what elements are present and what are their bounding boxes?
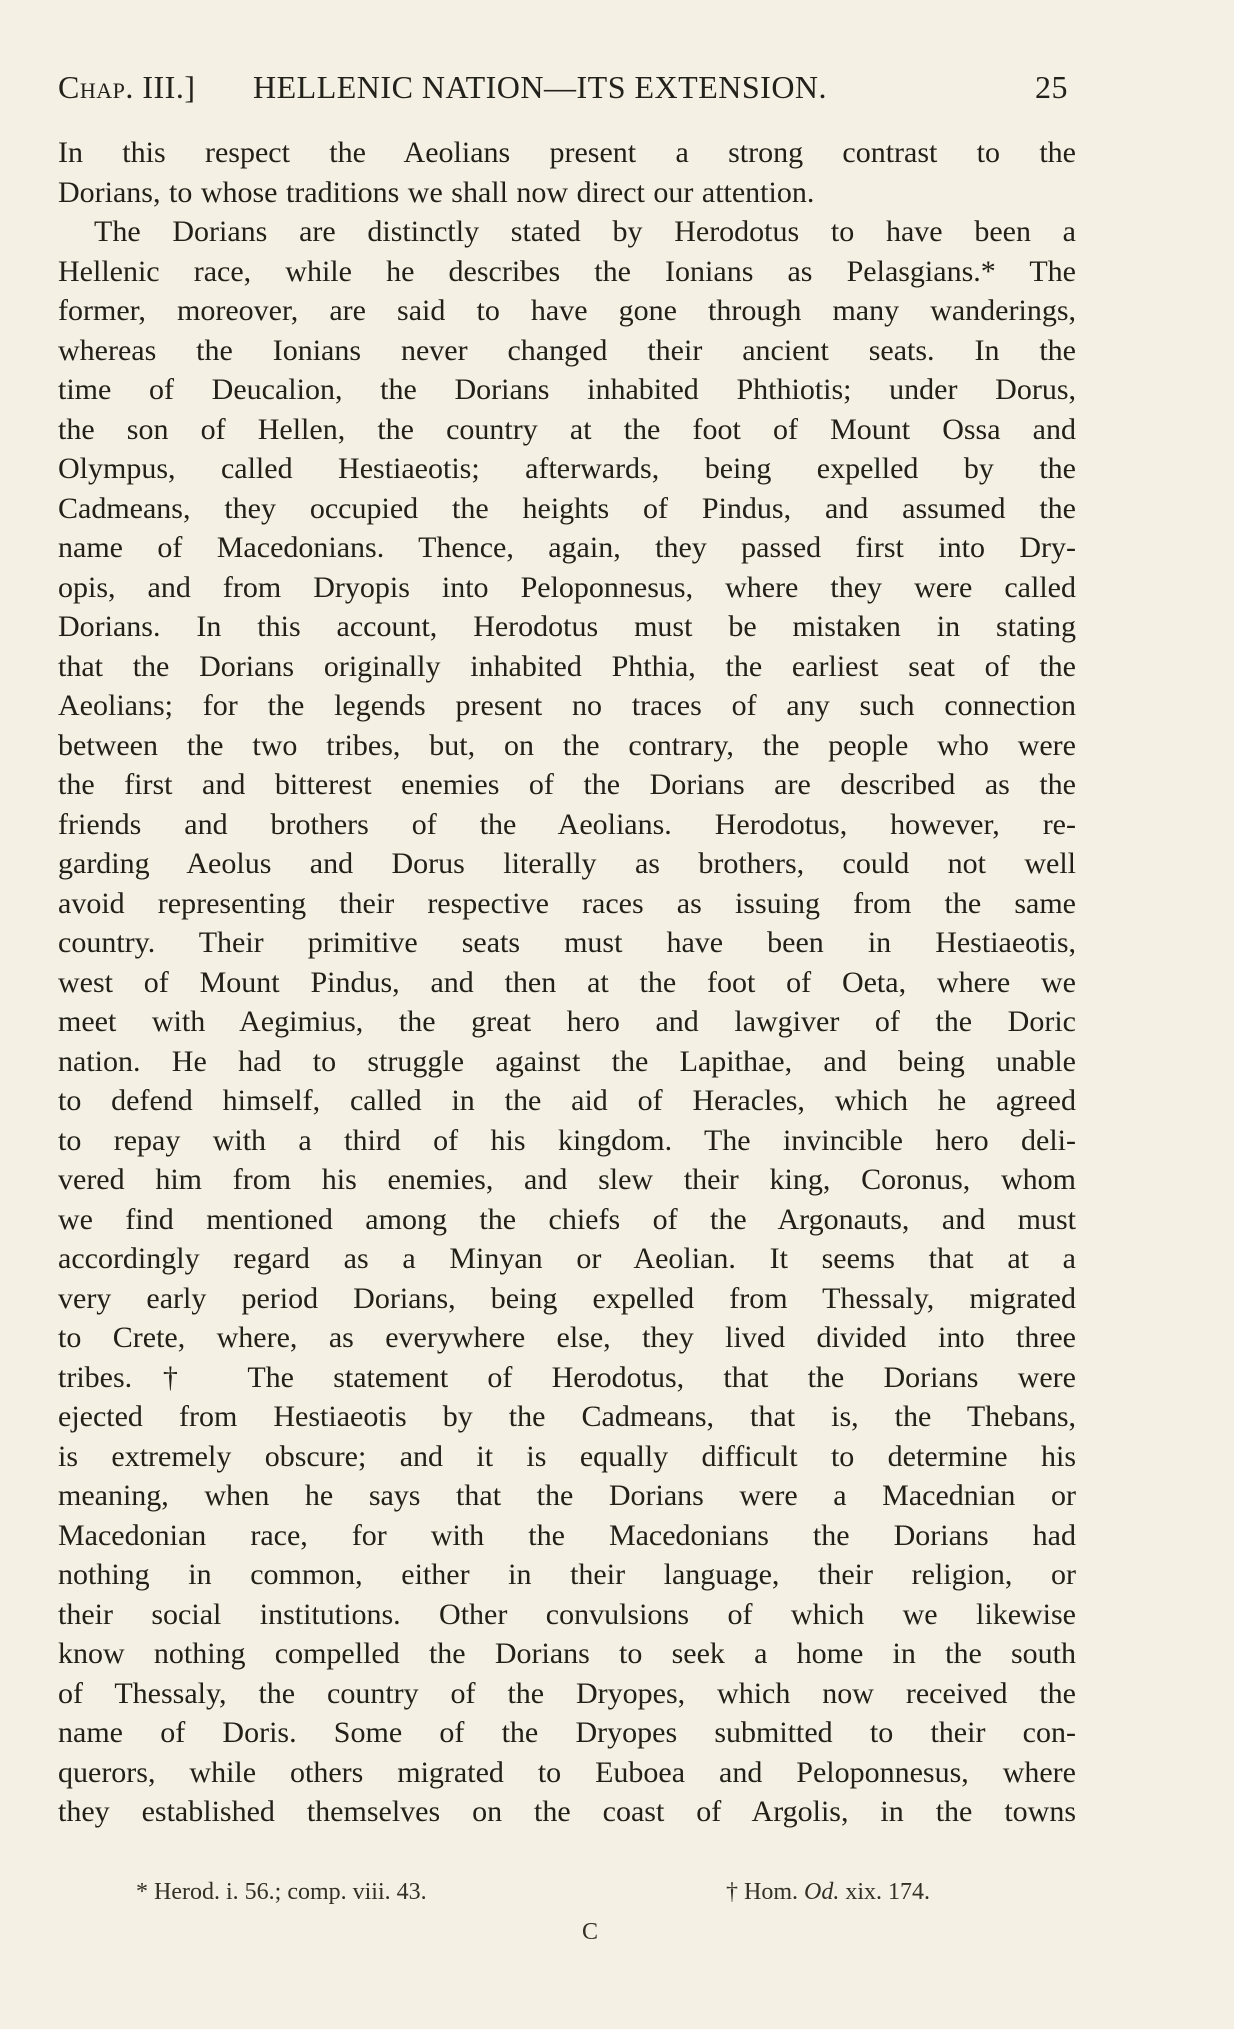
text-line: tribes.† The statement of Herodotus, that the Dorians were [58, 1360, 1076, 1394]
text-line: former, moreover, are said to have gone through many wanderings, [58, 294, 1076, 327]
text-line: we find mentioned among the chiefs of the Argonauts, and must [58, 1202, 1076, 1236]
text-line: accordingly regard as a Minyan or Aeolian. It seems that at a [58, 1242, 1076, 1275]
text-line: nation. He had to struggle against the Lapithae, and being unable [58, 1044, 1076, 1078]
body-text [58, 133, 1076, 1832]
text-line: to defend himself, called in the aid of Heracles, which he agreed [58, 1084, 1076, 1117]
footnote-homer [726, 1874, 930, 1910]
text-line: meet with Aegimius, the great hero and lawgiver of the Doric [58, 1005, 1076, 1038]
text-line: garding Aeolus and Dorus literally as brothers, could not well [58, 847, 1076, 880]
text-line: between the two tribes, but, on the contrary, the people who were [58, 728, 1076, 762]
text-line: friends and brothers of the Aeolians. Herodotus, however, re- [58, 807, 1076, 841]
running-title: HELLENIC NATION—ITS EXTENSION. [253, 69, 828, 105]
text-line: Dorians. In this account, Herodotus must be mistaken in stating [58, 610, 1076, 643]
text-line: querors, while others migrated to Euboea and Peloponnesus, where [58, 1755, 1076, 1789]
signature-mark: C [581, 1919, 598, 1945]
text-line: vered him from his enemies, and slew their king, Coronus, whom [58, 1163, 1076, 1196]
text-line: Olympus, called Hestiaeotis; afterwards, being expelled by the [58, 452, 1076, 485]
page-number: 25 [1035, 69, 1068, 105]
text-line: nothing in common, either in their language, their religion, or [58, 1558, 1076, 1591]
text-line: time of Deucalion, the Dorians inhabited Phthiotis; under Dorus, [58, 373, 1076, 406]
text-line: avoid representing their respective races as issuing from the same [58, 886, 1076, 920]
text-line: Macedonian race, for with the Macedonians the Dorians had [58, 1518, 1076, 1552]
footnote-homer-work: Od. [804, 1879, 840, 1905]
footnote-homer-prefix: † Hom. [726, 1879, 804, 1905]
text-line: Hellenic race, while he describes the Ionians as Pelasgians.* The [58, 254, 1076, 288]
text-line: Aeolians; for the legends present no traces of any such connection [58, 689, 1076, 722]
text-line: country. Their primitive seats must have been in Hestiaeotis, [58, 926, 1076, 959]
text-line: they established themselves on the coast of Argolis, in the towns [58, 1795, 1076, 1828]
text-line: name of Doris. Some of the Dryopes submitted to their con- [58, 1716, 1076, 1749]
text-line: know nothing compelled the Dorians to seek a home in the south [58, 1637, 1076, 1670]
footnote-herodotus: * Herod. i. 56.; comp. viii. 43. [136, 1879, 427, 1905]
text-line: ejected from Hestiaeotis by the Cadmeans, that is, the Thebans, [58, 1400, 1076, 1433]
footnotes [136, 1874, 1036, 1910]
text-line: The Dorians are distinctly stated by Herodotus to have been a [94, 215, 1076, 248]
text-line: opis, and from Dryopis into Peloponnesus, where they were called [58, 570, 1076, 604]
text-line: west of Mount Pindus, and then at the foot of Oeta, where we [58, 965, 1076, 999]
text-line: of Thessaly, the country of the Dryopes, which now received the [58, 1676, 1076, 1710]
text-line: whereas the Ionians never changed their ancient seats. In the [58, 333, 1076, 367]
text-line: the first and bitterest enemies of the Dorians are described as the [58, 768, 1076, 801]
text-line: Cadmeans, they occupied the heights of Pindus, and assumed the [58, 491, 1076, 525]
footnote-homer-ref: xix. 174. [839, 1879, 931, 1905]
text-line: to Crete, where, as everywhere else, they lived divided into three [58, 1321, 1076, 1354]
text-line: meaning, when he says that the Dorians were a Macednian or [58, 1479, 1076, 1512]
text-line: that the Dorians originally inhabited Phthia, the earliest seat of the [58, 649, 1076, 683]
text-line: to repay with a third of his kingdom. The invincible hero deli- [58, 1123, 1076, 1157]
text-line: is extremely obscure; and it is equally difficult to determine his [58, 1439, 1076, 1473]
text-line: In this respect the Aeolians present a strong contrast to the [58, 136, 1076, 169]
chapter-reference: Chap. III.] [58, 69, 196, 105]
running-head [58, 62, 1068, 112]
text-line: the son of Hellen, the country at the foot of Mount Ossa and [58, 412, 1076, 446]
text-line: very early period Dorians, being expelled from Thessaly, migrated [58, 1281, 1076, 1315]
text-line: their social institutions. Other convulsions of which we likewise [58, 1597, 1076, 1631]
text-line: name of Macedonians. Thence, again, they passed first into Dry- [58, 531, 1076, 564]
text-line: Dorians, to whose traditions we shall now direct our attention. [58, 175, 815, 209]
